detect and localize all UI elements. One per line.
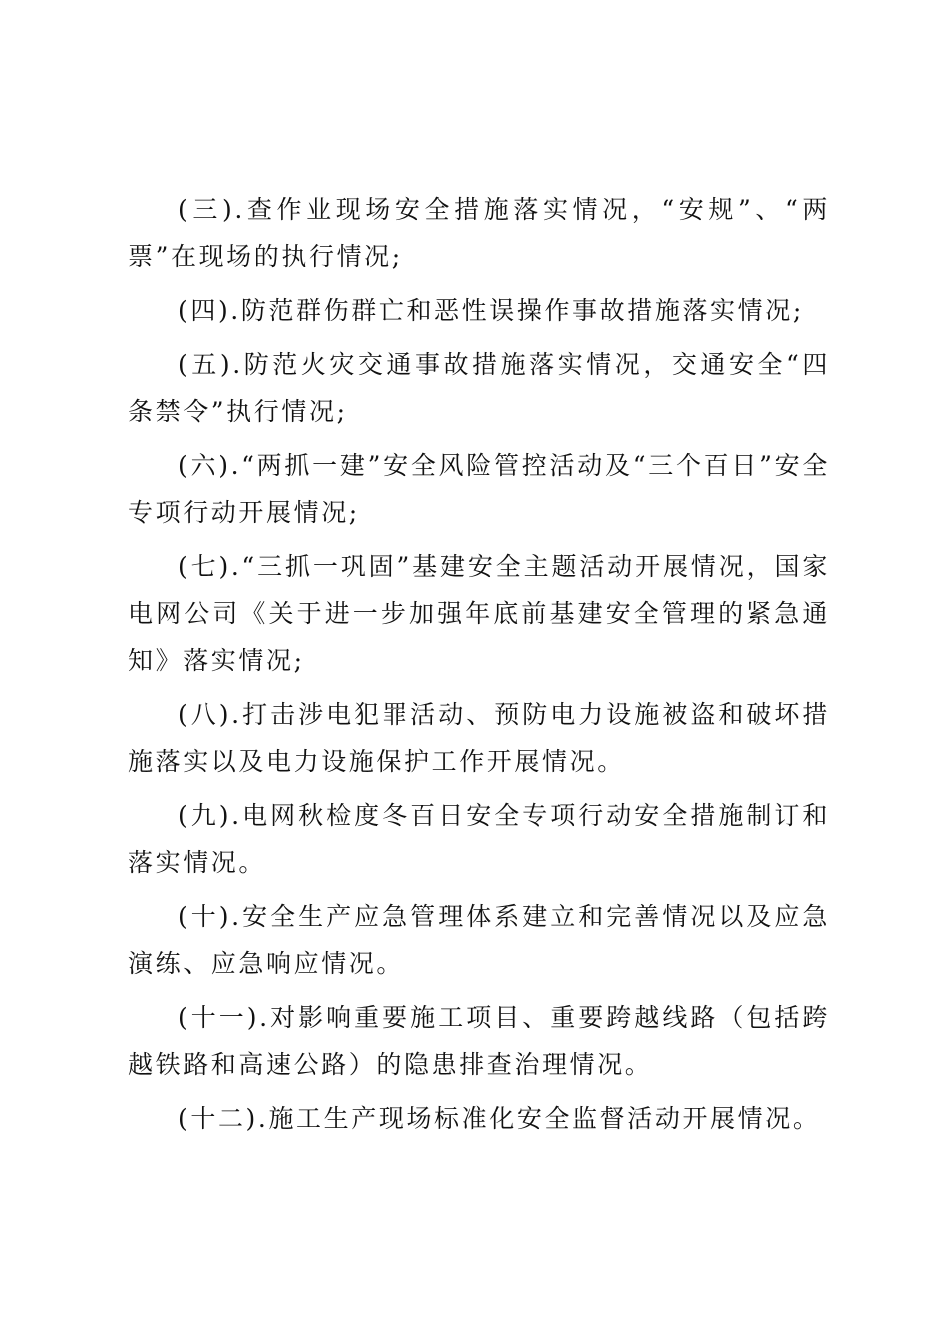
- item-5-paragraph: (五).防范火灾交通事故措施落实情况，交通安全“四条禁令”执行情况;: [128, 350, 830, 426]
- item-10-paragraph: (十).安全生产应急管理体系建立和完善情况以及应急演练、应急响应情况。: [128, 902, 830, 978]
- item-4-paragraph: (四).防范群伤群亡和恶性误操作事故措施落实情况;: [178, 296, 804, 325]
- item-9-paragraph: (九).电网秋检度冬百日安全专项行动安全措施制订和落实情况。: [128, 801, 830, 877]
- item-3-paragraph: (三).查作业现场安全措施落实情况，“安规”、“两票”在现场的执行情况;: [128, 195, 830, 271]
- item-6-paragraph: (六).“两抓一建”安全风险管控活动及“三个百日”安全专项行动开展情况;: [128, 451, 830, 527]
- item-11-paragraph: (十一).对影响重要施工项目、重要跨越线路（包括跨越铁路和高速公路）的隐患排查治理情况。: [128, 1003, 830, 1079]
- document-body: [128, 186, 830, 1149]
- item-8-paragraph: (八).打击涉电犯罪活动、预防电力设施被盗和破坏措施落实以及电力设施保护工作开展情况。: [128, 700, 830, 776]
- item-7-paragraph: (七).“三抓一巩固”基建安全主题活动开展情况，国家电网公司《关于进一步加强年底前基建安全管理的紧急通知》落实情况;: [128, 552, 830, 675]
- item-12-paragraph: (十二).施工生产现场标准化安全监督活动开展情况。: [178, 1104, 821, 1133]
